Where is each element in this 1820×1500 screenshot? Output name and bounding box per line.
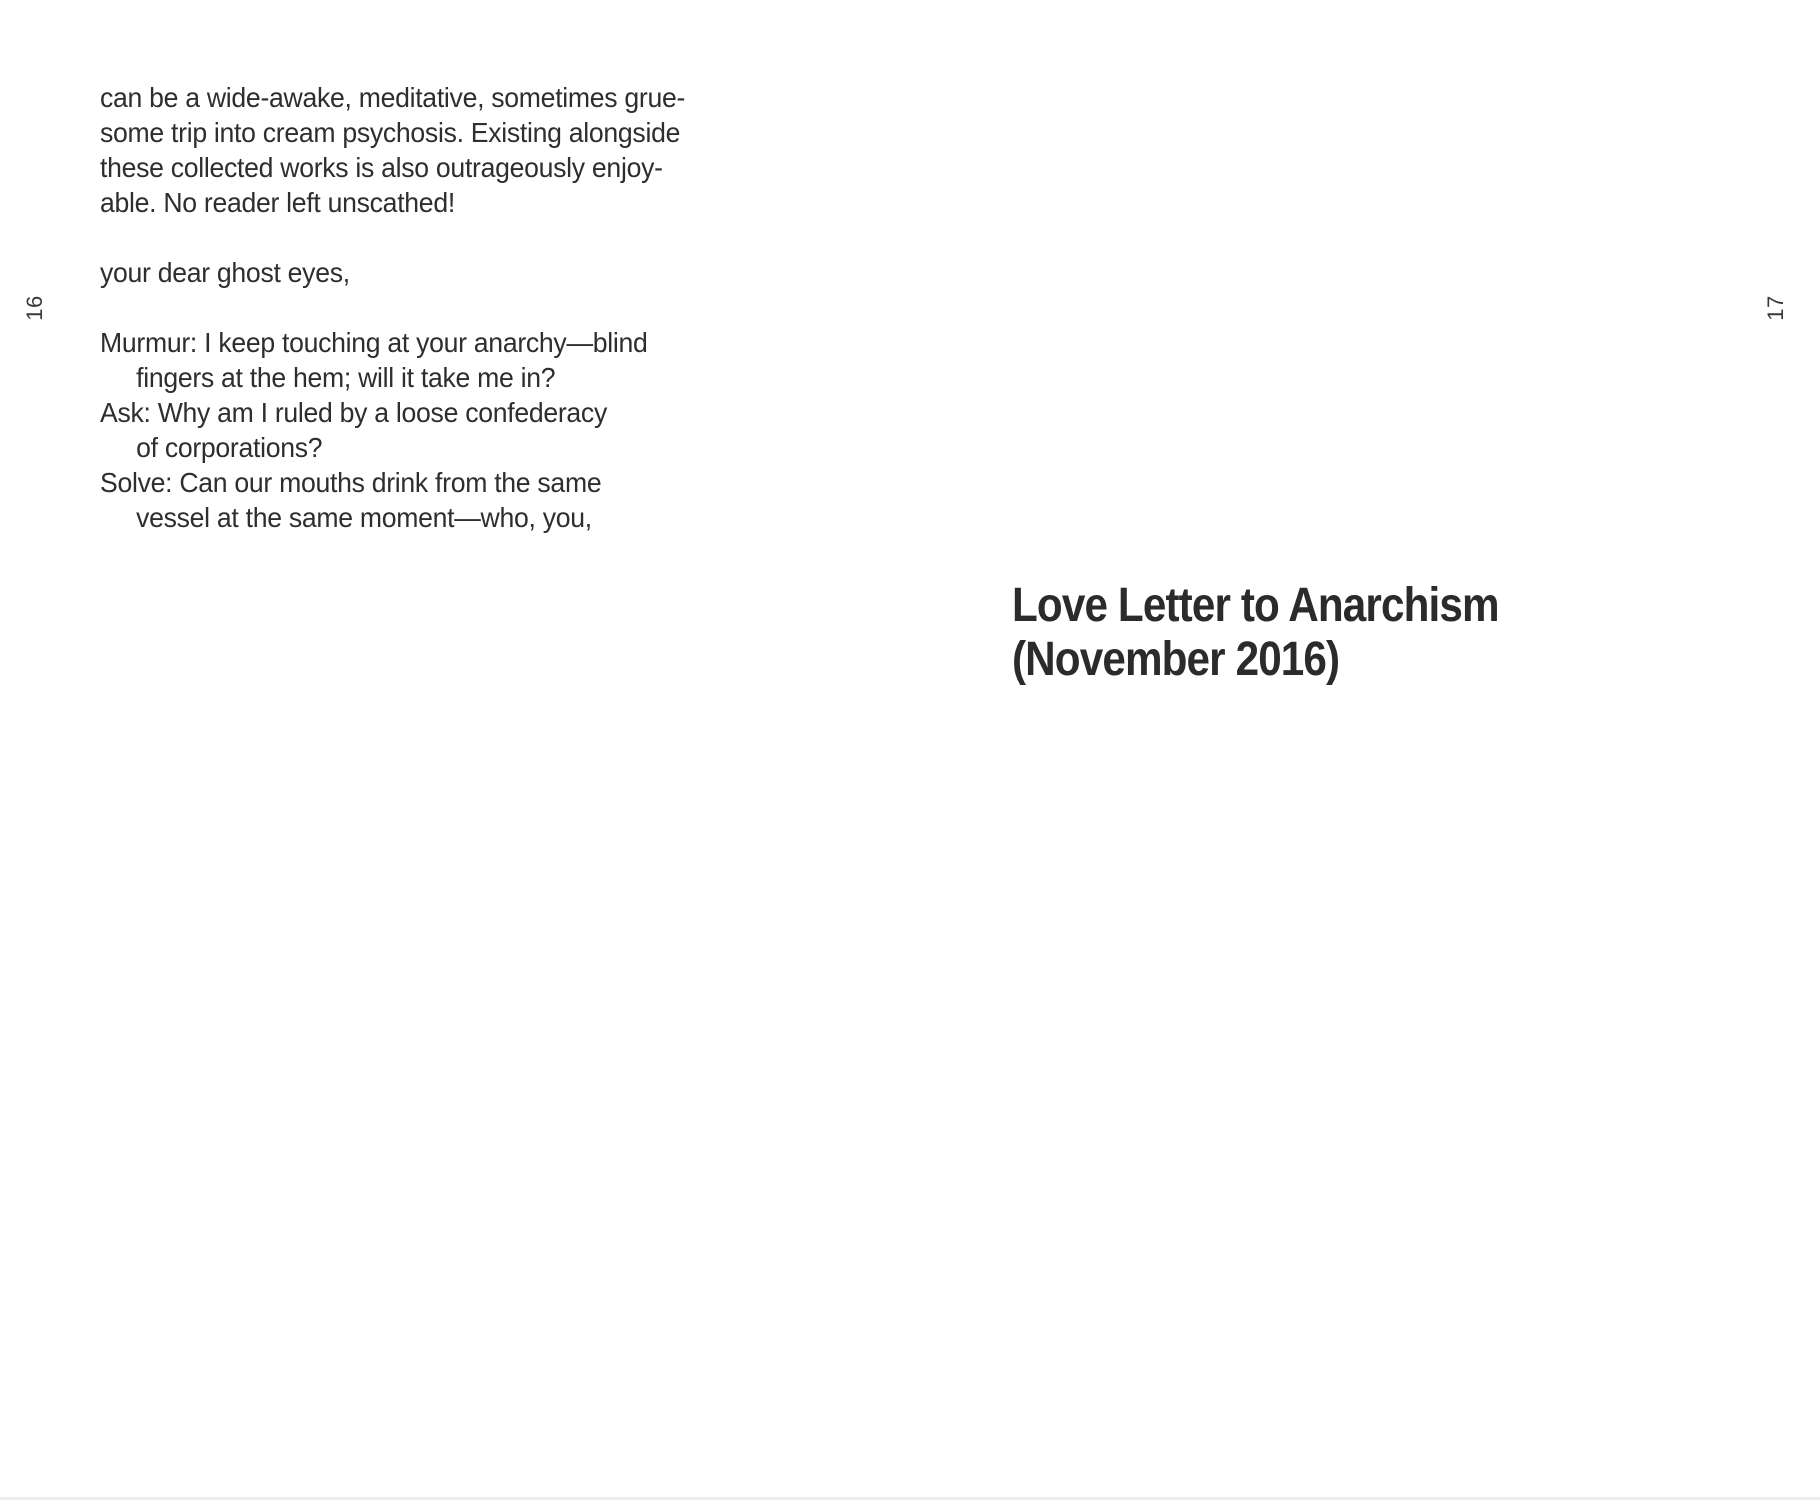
line-spacer [100,290,746,325]
left-page-text-block [100,80,746,535]
chapter-title-line1: Love Letter to Anarchism [1012,579,1499,632]
poem-line: Ask: Why am I ruled by a loose confederacy [100,397,607,428]
poem-line: Solve: Can our mouths drink from the same [100,467,602,498]
poem-line-continuation: of corporations? [136,432,323,463]
poem-line-continuation: fingers at the hem; will it take me in? [136,362,556,393]
poem-line-continuation: vessel at the same moment—who, you, [136,502,592,533]
poem-line: Murmur: I keep touching at your anarchy—blind [100,327,648,358]
paragraph-line: able. No reader left unscathed! [100,187,455,218]
paragraph-line: these collected works is also outrageously enjoy- [100,152,663,183]
page-number-right [1756,288,1796,328]
page-number-left [15,288,55,328]
paragraph-line: can be a wide-awake, meditative, sometimes grue- [100,82,686,113]
chapter-title [1012,579,1499,687]
page-number-right-label: 17 [1763,295,1788,321]
chapter-title-line2: (November 2016) [1012,633,1340,686]
page-number-left-label: 16 [22,295,47,321]
salutation-line: your dear ghost eyes, [100,257,350,288]
paragraph-line: some trip into cream psychosis. Existing alongside [100,117,681,148]
line-spacer [100,220,746,255]
